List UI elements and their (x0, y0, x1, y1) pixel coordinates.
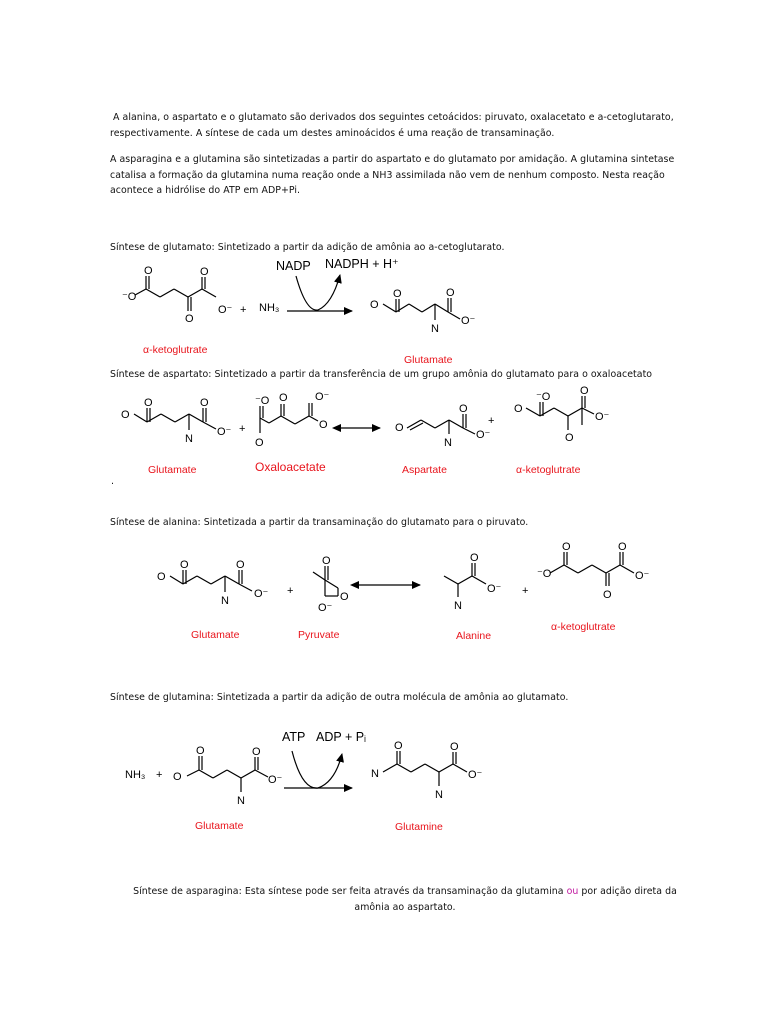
atom-o-minus: O⁻ (595, 411, 610, 423)
atom-o-minus: ⁻O (255, 395, 270, 407)
atom-o: O (603, 589, 612, 601)
label-glutamate: Glutamate (148, 464, 197, 476)
product-nadph: NADPH + H⁺ (325, 257, 399, 271)
intro-p2-line3: acontece a hidrólise do ATP em ADP+Pi. (110, 185, 301, 196)
label-glutamate: Glutamate (195, 820, 244, 832)
section-heading-aspartato: Síntese de aspartato: Sintetizado a partir da transferência de um grupo amônia do glutamato para o oxaloacetato (110, 369, 653, 380)
plus-sign: + (488, 415, 495, 427)
label-alanine: Alanine (456, 630, 492, 642)
asparagina-ou: ou (566, 886, 579, 897)
atom-o: O (196, 745, 205, 757)
product-adp-pi: ADP + Pᵢ (316, 730, 367, 744)
atom-o: O (180, 559, 189, 571)
plus-sign: + (287, 585, 294, 597)
label-oxaloacetate: Oxaloacetate (255, 460, 326, 474)
atom-o-minus: ⁻O (122, 291, 137, 303)
reagent-nh3: NH₃ (259, 302, 280, 314)
molecule-alanine (444, 563, 486, 597)
asparagina-text-1: Síntese de asparagina: Esta síntese pode ser feita através da transaminação da glutamina (133, 886, 567, 897)
atom-o-minus: O⁻ (254, 588, 269, 600)
atom-o: O (618, 541, 627, 553)
atom-n: N (435, 789, 443, 801)
label-a-ketoglutrate: α-ketoglutrate (143, 344, 208, 356)
scheme-glutamate-synthesis (135, 275, 460, 320)
atom-n: N (185, 433, 193, 445)
atom-o: O (446, 287, 455, 299)
atom-o: O (121, 409, 130, 421)
label-a-ketoglutrate: α-ketoglutrate (516, 464, 581, 476)
molecule-aspartate (407, 414, 475, 434)
plus-sign: + (522, 585, 529, 597)
atom-o-minus: O⁻ (635, 570, 650, 582)
scheme-2-text (121, 385, 610, 476)
atom-o-minus: ⁻O (537, 568, 552, 580)
atom-o-minus: O⁻ (218, 304, 233, 316)
atom-o: O (470, 552, 479, 564)
label-aspartate: Aspartate (402, 464, 447, 476)
molecule-a-ketoglutarate-3 (550, 552, 634, 586)
atom-o: O (580, 385, 589, 397)
atom-o-minus: ⁻O (536, 391, 551, 403)
atom-o-minus: O⁻ (268, 774, 283, 786)
atom-o: O (319, 419, 328, 431)
atom-o: O (252, 746, 261, 758)
atom-o: O (514, 403, 523, 415)
intro-p2-line1: A asparagina e a glutamina são sintetizadas a partir do aspartato e do glutamato por amidação. A glutamina sintetase (110, 154, 675, 165)
atom-o: O (450, 741, 459, 753)
atom-o-minus: O⁻ (217, 426, 232, 438)
atom-n: N (221, 595, 229, 607)
molecule-oxaloacetate (260, 403, 318, 433)
scheme-3-text (157, 541, 650, 642)
intro-p1-line2: respectivamente. A síntese de cada um destes aminoácidos é uma reação de transaminação. (110, 127, 555, 139)
reagent-nadp: NADP (276, 259, 311, 273)
atom-o: O (236, 559, 245, 571)
atom-o-minus: O⁻ (318, 602, 333, 614)
molecule-glutamate-1 (383, 298, 460, 320)
atom-o: O (200, 266, 209, 278)
plus-sign: + (156, 769, 163, 781)
label-glutamate: Glutamate (191, 629, 240, 641)
intro-p2-line2: catalisa a formação da glutamina numa reação onde a NH3 assimilada não vem de nenhum composto. Nesta reação (110, 169, 665, 181)
atom-o-minus: O⁻ (461, 315, 476, 327)
atom-o-minus: O⁻ (315, 391, 330, 403)
scheme-glutamine-synthesis (187, 751, 467, 792)
reagent-atp: ATP (282, 730, 306, 744)
scheme-4-text (125, 730, 483, 833)
asparagina-text-2: por adição direta da (578, 886, 677, 897)
atom-n: N (454, 600, 462, 612)
label-glutamine: Glutamine (395, 821, 443, 833)
atom-o: O (340, 591, 349, 603)
asparagina-line2: amônia ao aspartato. (354, 901, 456, 913)
atom-o: O (185, 313, 194, 325)
atom-o: O (173, 771, 182, 783)
atom-o: O (565, 432, 574, 444)
atom-n: N (444, 437, 452, 449)
atom-o: O (279, 392, 288, 404)
section-heading-glutamato: Síntese de glutamato: Sintetizado a partir da adição de amônia ao a-cetoglutarato. (110, 242, 505, 253)
molecule-glutamate-3 (170, 570, 252, 592)
atom-o: O (370, 299, 379, 311)
atom-o: O (394, 740, 403, 752)
atom-o-minus: O⁻ (468, 769, 483, 781)
intro-p1-line1: A alanina, o aspartato e o glutamato são derivados dos seguintes cetoácidos: piruvato, oxalacetato e a-cetoglutarato, (110, 112, 674, 123)
atom-o: O (459, 403, 468, 415)
atom-o: O (395, 422, 404, 434)
atom-o-minus: O⁻ (476, 429, 491, 441)
atom-o: O (322, 555, 331, 567)
atom-o: O (144, 265, 153, 277)
label-a-ketoglutrate: α-ketoglutrate (551, 621, 616, 633)
molecule-glutamine (383, 751, 467, 786)
section-heading-alanina: Síntese de alanina: Sintetizada a partir da transaminação do glutamato para o piruvato. (110, 517, 529, 528)
stray-dot: . (111, 476, 115, 487)
atom-n: N (237, 795, 245, 807)
atom-n: N (431, 323, 439, 335)
label-glutamate: Glutamate (404, 354, 453, 366)
atom-o: O (255, 437, 264, 449)
atom-o: O (393, 288, 402, 300)
atom-o: O (200, 397, 209, 409)
atom-o: O (562, 541, 571, 553)
atom-n: N (371, 768, 379, 780)
molecule-glutamate-4 (187, 756, 268, 792)
reagent-nh3: NH₃ (125, 769, 146, 781)
plus-sign: + (239, 423, 246, 435)
section-heading-glutamina: Síntese de glutamina: Sintetizada a partir da adição de outra molécula de amônia ao glutamato. (110, 692, 569, 703)
atom-o-minus: O⁻ (487, 583, 502, 595)
atom-o: O (144, 397, 153, 409)
atom-o: O (157, 571, 166, 583)
molecule-glutamate-2 (134, 408, 216, 430)
molecule-pyruvate (313, 566, 338, 596)
molecule-a-ketoglutarate-1 (135, 276, 216, 311)
label-pyruvate: Pyruvate (298, 629, 340, 641)
plus-sign: + (240, 304, 247, 316)
